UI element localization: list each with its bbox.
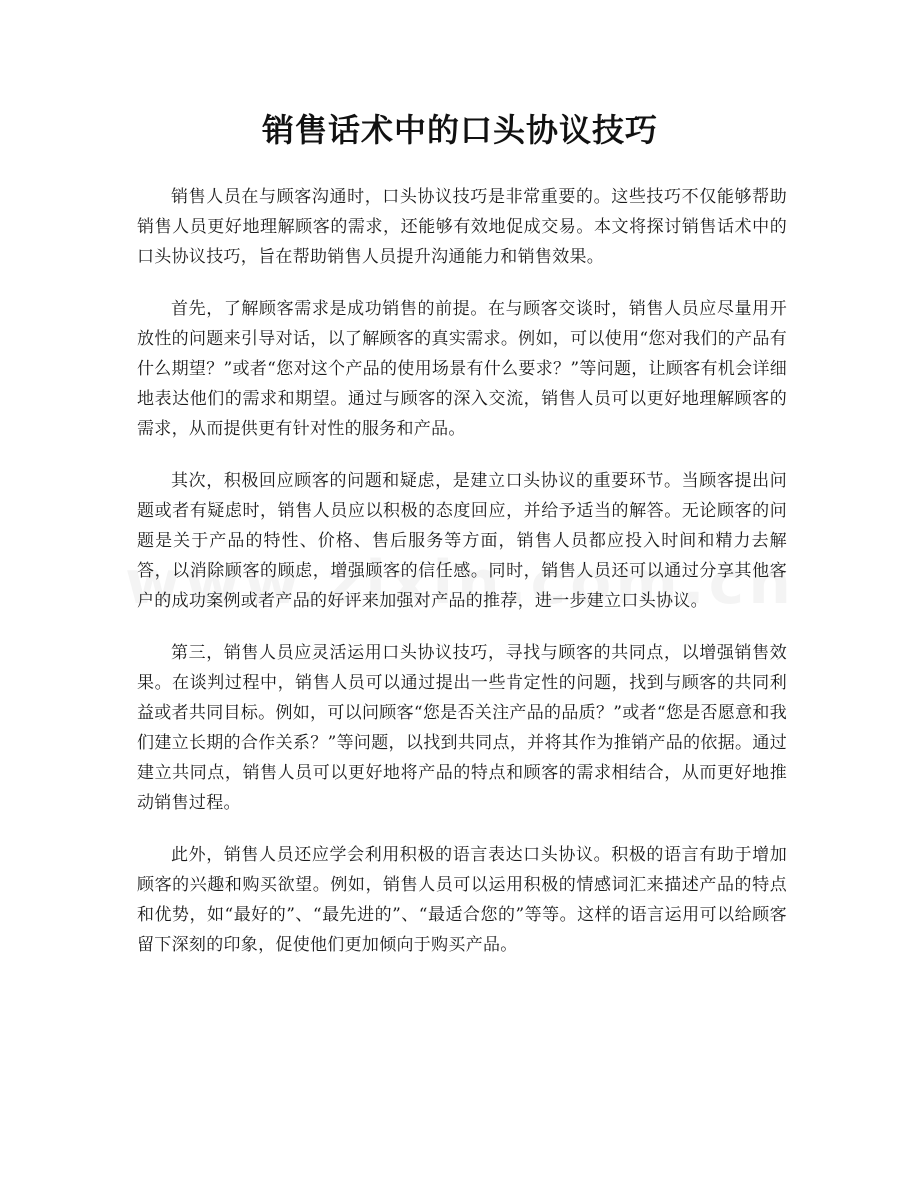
paragraph-additionally: 此外，销售人员还应学会利用积极的语言表达口头协议。积极的语言有助于增加顾客的兴趣和购买欲望。例如，销售人员可以运用积极的情感词汇来描述产品的特点和优势，如“最好的”、“最先进的”、“最适合您的”等等。这样的语言运用可以给顾客留下深刻的印象，促使他们更加倾向于购买产品。 (137, 845, 787, 955)
paragraph-second: 其次，积极回应顾客的问题和疑虑，是建立口头协议的重要环节。当顾客提出问题或者有疑虑时，销售人员应以积极的态度回应，并给予适当的解答。无论顾客的问题是关于产品的特性、价格、售后服务等方面，销售人员都应投入时间和精力去解答，以消除顾客的顾虑，增强顾客的信任感。同时，销售人员还可以通过分享其他客户的成功案例或者产品的好评来加强对产品的推荐，进一步建立口头协议。 (137, 471, 787, 611)
paragraph-intro: 销售人员在与顾客沟通时，口头协议技巧是非常重要的。这些技巧不仅能够帮助销售人员更好地理解顾客的需求，还能够有效地促成交易。本文将探讨销售话术中的口头协议技巧，旨在帮助销售人员提升沟通能力和销售效果。 (137, 187, 787, 267)
document-title: 销售话术中的口头协议技巧 (261, 111, 658, 149)
paragraph-first: 首先，了解顾客需求是成功销售的前提。在与顾客交谈时，销售人员应尽量用开放性的问题来引导对话，以了解顾客的真实需求。例如，可以使用“您对我们的产品有什么期望？”或者“您对这个产品的使用场景有什么要求？”等问题，让顾客有机会详细地表达他们的需求和期望。通过与顾客的深入交流，销售人员可以更好地理解顾客的需求，从而提供更有针对性的服务和产品。 (137, 299, 787, 439)
document-body (137, 182, 787, 982)
paragraph-third: 第三，销售人员应灵活运用口头协议技巧，寻找与顾客的共同点，以增强销售效果。在谈判过程中，销售人员可以通过提出一些肯定性的问题，找到与顾客的共同利益或者共同目标。例如，可以问顾客“您是否关注产品的品质？”或者“您是否愿意和我们建立长期的合作关系？”等问题，以找到共同点，并将其作为推销产品的依据。通过建立共同点，销售人员可以更好地将产品的特点和顾客的需求相结合，从而更好地推动销售过程。 (137, 643, 787, 813)
